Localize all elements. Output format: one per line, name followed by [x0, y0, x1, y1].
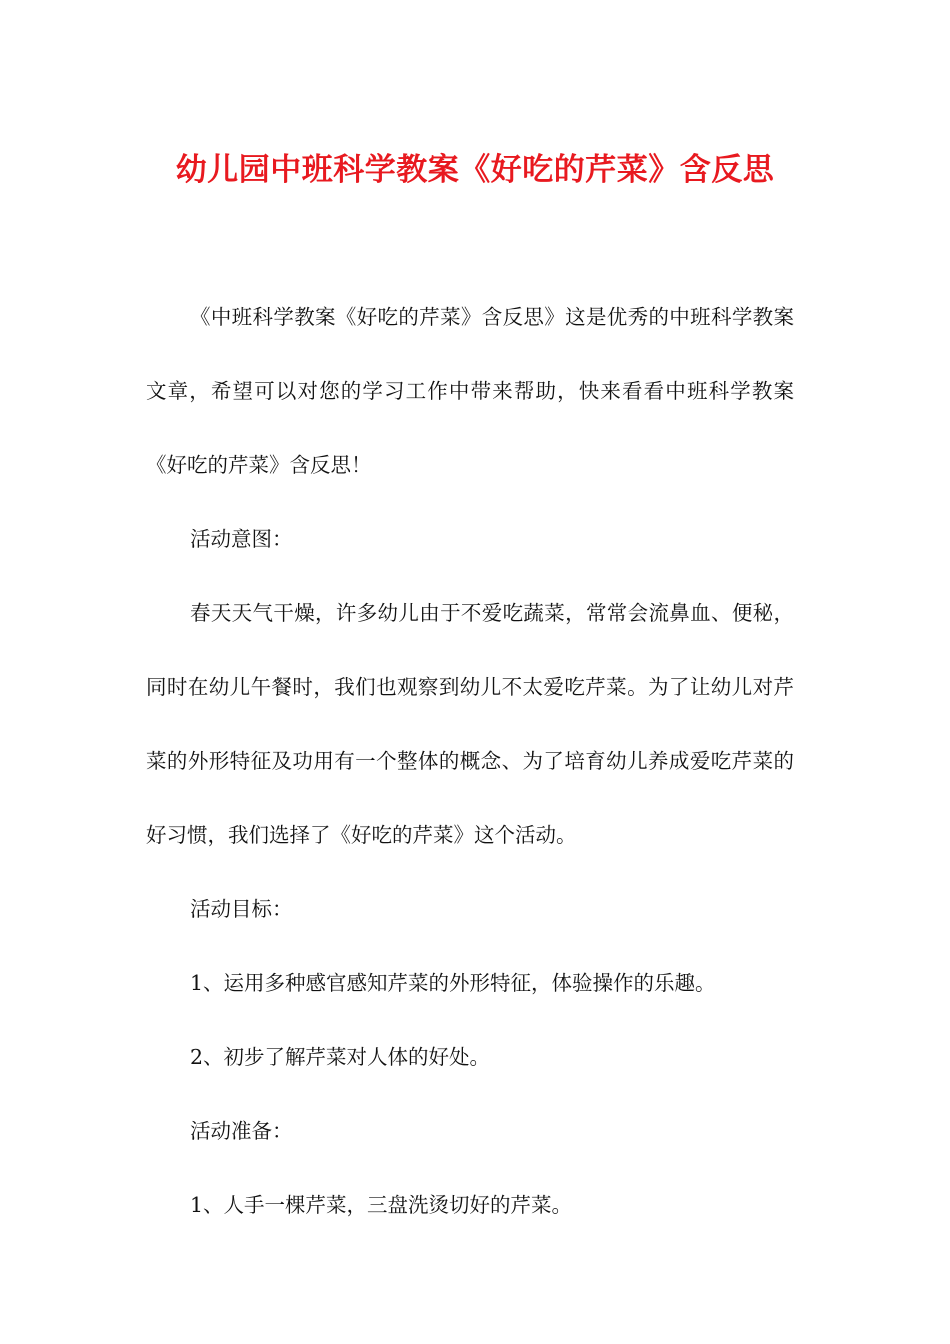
- document-body: [146, 280, 794, 1242]
- goal-item-1: 1、运用多种感官感知芹菜的外形特征，体验操作的乐趣。: [190, 971, 716, 995]
- intro-paragraph: 《中班科学教案《好吃的芹菜》含反思》这是优秀的中班科学教案文章，希望可以对您的学习工作中带来帮助，快来看看中班科学教案《好吃的芹菜》含反思！: [146, 305, 794, 477]
- document-title: 幼儿园中班科学教案《好吃的芹菜》含反思: [175, 152, 775, 188]
- section-heading-preparation: 活动准备：: [190, 1119, 293, 1143]
- section-heading-goals: 活动目标：: [190, 897, 293, 921]
- goal-item-2: 2、初步了解芹菜对人体的好处。: [190, 1045, 491, 1069]
- intent-paragraph: 春天天气干燥，许多幼儿由于不爱吃蔬菜，常常会流鼻血、便秘，同时在幼儿午餐时，我们也观察到幼儿不太爱吃芹菜。为了让幼儿对芹菜的外形特征及功用有一个整体的概念、为了培育幼儿养成爱吃芹菜的好习惯，我们选择了《好吃的芹菜》这个活动。: [146, 601, 794, 847]
- section-heading-intent: 活动意图：: [190, 527, 293, 551]
- preparation-item-1: 1、人手一棵芹菜，三盘洗烫切好的芹菜。: [190, 1193, 573, 1217]
